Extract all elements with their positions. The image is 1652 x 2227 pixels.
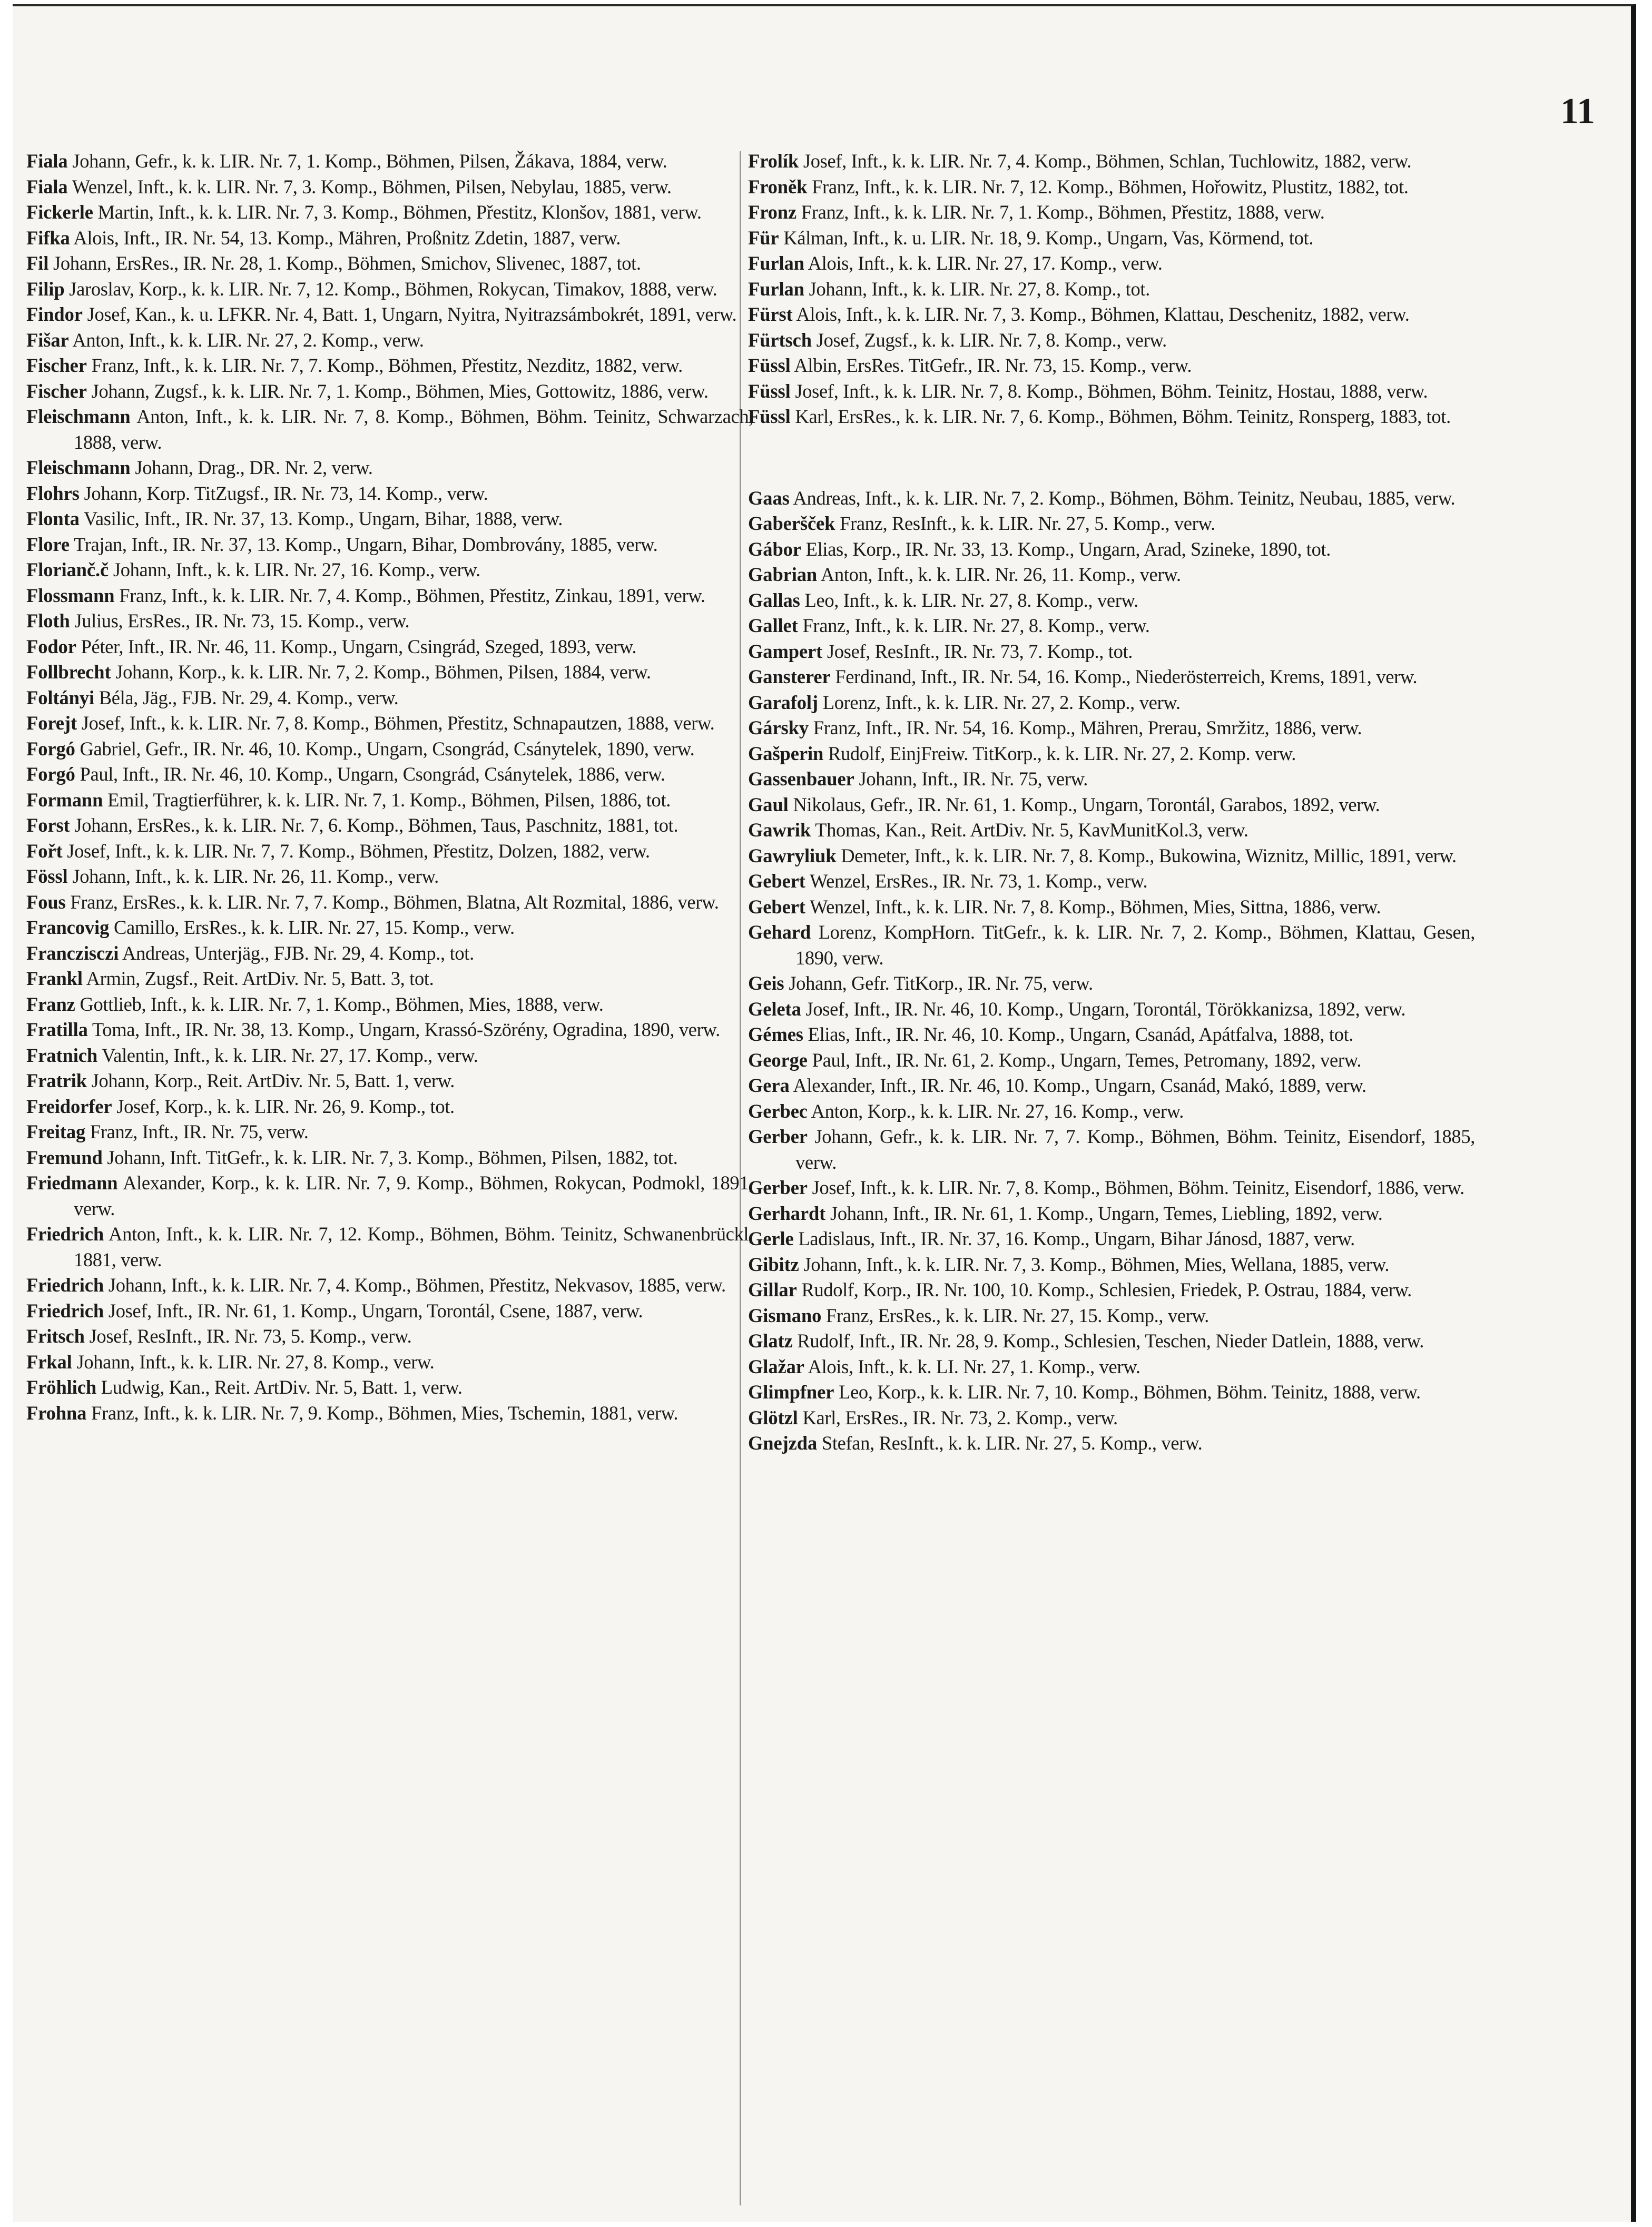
entry-surname: George — [748, 1049, 808, 1071]
register-entry — [26, 328, 753, 353]
entry-surname: Fratilla — [26, 1019, 88, 1040]
entry-surname: Floth — [26, 610, 70, 632]
entry-surname: Fremund — [26, 1146, 103, 1168]
entry-surname: Gabrian — [748, 564, 818, 585]
entry-surname: Foltányi — [26, 686, 94, 708]
entry-surname: Glimpfner — [748, 1381, 834, 1403]
entry-details: Jaroslav, Korp., k. k. LIR. Nr. 7, 12. Komp., Böhmen, Rokycan, Timakov, 1888, verw. — [64, 278, 717, 300]
entry-surname: Gassenbauer — [748, 768, 854, 790]
entry-details: Josef, Inft., k. k. LIR. Nr. 7, 7. Komp., Böhmen, Přestitz, Dolzen, 1882, verw. — [62, 840, 650, 862]
entry-surname: Forst — [26, 814, 70, 836]
entry-details: Kálman, Inft., k. u. LIR. Nr. 18, 9. Komp., Ungarn, Vas, Körmend, tot. — [779, 226, 1314, 249]
register-entry — [26, 966, 753, 992]
register-entry — [748, 404, 1475, 430]
entry-details: Alois, Inft., IR. Nr. 54, 13. Komp., Mähren, Proßnitz Zdetin, 1887, verw. — [70, 226, 621, 249]
register-entry — [748, 1175, 1475, 1201]
register-entry — [748, 741, 1475, 767]
entry-details: Johann, ErsRes., IR. Nr. 28, 1. Komp., Böhmen, Smichov, Slivenec, 1887, tot. — [48, 252, 641, 274]
entry-details: Vasilic, Inft., IR. Nr. 37, 13. Komp., Ungarn, Bihar, 1888, verw. — [79, 508, 563, 529]
entry-surname: Fössl — [26, 865, 68, 887]
entry-details: Wenzel, Inft., k. k. LIR. Nr. 7, 3. Komp., Böhmen, Pilsen, Nebylau, 1885, verw. — [67, 175, 672, 198]
register-entry — [26, 787, 753, 813]
entry-details: Franz, ErsRes., k. k. LIR. Nr. 7, 7. Komp., Böhmen, Blatna, Alt Rozmital, 1886, verw. — [65, 891, 719, 913]
register-entry — [748, 562, 1475, 588]
entry-details: Anton, Inft., k. k. LIR. Nr. 7, 12. Komp., Böhmen, Böhm. Teinitz, Schwanenbrückl, 1881, verw. — [74, 1223, 753, 1270]
entry-surname: Gerber — [748, 1126, 808, 1147]
entry-surname: Fous — [26, 891, 66, 913]
entry-surname: Francovig — [26, 917, 110, 938]
register-entry — [748, 1099, 1475, 1125]
register-entry — [748, 1303, 1475, 1329]
entry-details: Johann, Drag., DR. Nr. 2, verw. — [130, 457, 373, 478]
entry-details: Josef, Zugsf., k. k. LIR. Nr. 7, 8. Komp., verw. — [811, 329, 1167, 351]
entry-details: Josef, Inft., IR. Nr. 46, 10. Komp., Ungarn, Torontál, Törökkanizsa, 1892, verw. — [801, 998, 1406, 1020]
register-entry — [26, 1145, 753, 1171]
entry-details: Josef, ResInft., IR. Nr. 73, 5. Komp., verw. — [84, 1325, 412, 1347]
entry-surname: Fil — [26, 252, 49, 274]
entry-surname: Frohna — [26, 1402, 87, 1424]
entry-details: Franz, Inft., k. k. LIR. Nr. 7, 4. Komp., Böhmen, Přestitz, Zinkau, 1891, verw. — [114, 584, 705, 606]
entry-surname: Fischer — [26, 354, 87, 376]
entry-details: Valentin, Inft., k. k. LIR. Nr. 27, 17. Komp., verw. — [97, 1044, 478, 1066]
entry-details: Elias, Korp., IR. Nr. 33, 13. Komp., Ungarn, Arad, Szineke, 1890, tot. — [801, 538, 1331, 560]
register-entry — [748, 328, 1475, 353]
entry-details: Johann, Inft., k. k. LIR. Nr. 27, 16. Komp., verw. — [109, 559, 480, 580]
entry-details: Emil, Tragtierführer, k. k. LIR. Nr. 7, 1. Komp., Böhmen, Pilsen, 1886, tot. — [103, 789, 671, 811]
entry-surname: Gašperin — [748, 742, 824, 764]
entry-details: Rudolf, Korp., IR. Nr. 100, 10. Komp., Schlesien, Friedek, P. Ostrau, 1884, verw. — [796, 1279, 1412, 1300]
register-entry — [748, 174, 1475, 200]
entry-details: Nikolaus, Gefr., IR. Nr. 61, 1. Komp., Ungarn, Torontál, Garabos, 1892, verw. — [788, 793, 1380, 815]
entry-details: Franz, Inft., k. k. LIR. Nr. 27, 8. Komp., verw. — [798, 615, 1150, 636]
register-entry — [26, 813, 753, 839]
register-entry — [748, 715, 1475, 741]
entry-details: Alois, Inft., k. k. LIR. Nr. 27, 17. Komp., verw. — [804, 252, 1163, 274]
entry-surname: Gismano — [748, 1304, 822, 1326]
entry-surname: Flore — [26, 533, 70, 555]
entry-surname: Gerle — [748, 1228, 794, 1249]
register-entry — [26, 251, 753, 277]
entry-details: Franz, Inft., IR. Nr. 75, verw. — [85, 1121, 309, 1142]
entry-details: Julius, ErsRes., IR. Nr. 73, 15. Komp., verw. — [70, 610, 410, 632]
left-column — [26, 149, 753, 1426]
register-entry — [748, 277, 1475, 302]
register-entry — [26, 915, 753, 941]
entry-surname: Franczisczi — [26, 942, 119, 964]
register-entry — [748, 379, 1475, 405]
entry-details: Josef, Inft., k. k. LIR. Nr. 7, 8. Komp., Böhmen, Přestitz, Schnapautzen, 1888, verw. — [77, 712, 715, 734]
entry-surname: Freidorfer — [26, 1095, 112, 1117]
entry-surname: Franz — [26, 993, 75, 1015]
entry-surname: Gársky — [748, 717, 809, 738]
register-entry — [26, 864, 753, 890]
entry-details: Anton, Korp., k. k. LIR. Nr. 27, 16. Komp., verw. — [807, 1100, 1184, 1122]
entry-surname: Gallet — [748, 615, 798, 636]
register-entry — [26, 225, 753, 251]
entry-surname: Fiala — [26, 175, 68, 198]
register-entry — [748, 792, 1475, 818]
register-entry — [26, 1094, 753, 1120]
entry-surname: Gaul — [748, 793, 789, 815]
register-entry — [748, 664, 1475, 690]
entry-details: Alexander, Korp., k. k. LIR. Nr. 7, 9. Komp., Böhmen, Rokycan, Podmokl, 1891, verw. — [74, 1172, 753, 1219]
entry-details: Johann, Inft., k. k. LIR. Nr. 27, 8. Komp., tot. — [804, 278, 1150, 300]
entry-surname: Forgó — [26, 737, 75, 760]
entry-surname: Für — [748, 226, 779, 249]
register-entry — [748, 486, 1475, 511]
entry-details: Trajan, Inft., IR. Nr. 37, 13. Komp., Ungarn, Bihar, Dombrovány, 1885, verw. — [69, 533, 658, 555]
entry-surname: Gerber — [748, 1177, 808, 1198]
register-entry — [26, 1170, 753, 1221]
entry-details: Ferdinand, Inft., IR. Nr. 54, 16. Komp., Niederösterreich, Krems, 1891, verw. — [830, 666, 1418, 687]
entry-surname: Füssl — [748, 406, 791, 427]
entry-details: Alexander, Inft., IR. Nr. 46, 10. Komp., Ungarn, Csanád, Makó, 1889, verw. — [789, 1075, 1366, 1096]
register-entry — [748, 894, 1475, 920]
entry-details: Toma, Inft., IR. Nr. 38, 13. Komp., Ungarn, Krassó-Szörény, Ogradina, 1890, verw. — [87, 1019, 720, 1040]
entry-details: Franz, Inft., k. k. LIR. Nr. 7, 9. Komp., Böhmen, Mies, Tschemin, 1881, verw. — [86, 1402, 678, 1424]
entry-details: Andreas, Unterjäg., FJB. Nr. 29, 4. Komp., tot. — [119, 942, 474, 964]
register-entry — [26, 557, 753, 583]
register-entry — [748, 1201, 1475, 1227]
entry-surname: Fleischmann — [26, 457, 131, 478]
entry-details: Rudolf, Inft., IR. Nr. 28, 9. Komp., Schlesien, Teschen, Nieder Datlein, 1888, verw. — [792, 1330, 1424, 1352]
entry-details: Johann, Inft. TitGefr., k. k. LIR. Nr. 7, 3. Komp., Böhmen, Pilsen, 1882, tot. — [102, 1146, 678, 1168]
entry-surname: Glažar — [748, 1355, 804, 1377]
entry-surname: Gebert — [748, 895, 805, 918]
register-entry — [748, 588, 1475, 614]
entry-details: Gottlieb, Inft., k. k. LIR. Nr. 7, 1. Komp., Böhmen, Mies, 1888, verw. — [75, 993, 604, 1015]
register-entry — [748, 766, 1475, 792]
entry-details: Johann, Gefr. TitKorp., IR. Nr. 75, verw. — [784, 972, 1093, 994]
entry-surname: Flonta — [26, 508, 80, 529]
entry-details: Anton, Inft., k. k. LIR. Nr. 26, 11. Komp., verw. — [817, 564, 1181, 585]
entry-details: Franz, Inft., k. k. LIR. Nr. 7, 12. Komp., Böhmen, Hořowitz, Plustitz, 1882, tot. — [807, 175, 1409, 198]
entry-surname: Gehard — [748, 921, 811, 943]
register-entry — [26, 532, 753, 558]
entry-surname: Fořt — [26, 840, 63, 862]
register-entry — [26, 1324, 753, 1349]
entry-surname: Forgó — [26, 763, 75, 785]
entry-surname: Fišar — [26, 329, 69, 351]
register-entry — [26, 736, 753, 762]
entry-surname: Gawryliuk — [748, 844, 837, 866]
entry-details: Camillo, ErsRes., k. k. LIR. Nr. 27, 15. Komp., verw. — [109, 917, 515, 938]
register-entry — [748, 149, 1475, 174]
page-number: 11 — [1560, 91, 1595, 132]
entry-surname: Froněk — [748, 175, 808, 198]
entry-surname: Frkal — [26, 1351, 72, 1373]
register-entry — [26, 200, 753, 225]
register-entry — [26, 890, 753, 915]
entry-details: Franz, Inft., k. k. LIR. Nr. 7, 7. Komp., Böhmen, Přestitz, Nezditz, 1882, verw. — [86, 354, 683, 376]
entry-details: Johann, Korp. TitZugsf., IR. Nr. 73, 14. Komp., verw. — [79, 482, 488, 504]
register-entry — [748, 920, 1475, 971]
entry-details: Karl, ErsRes., k. k. LIR. Nr. 7, 6. Komp., Böhmen, Böhm. Teinitz, Ronsperg, 1883, tot. — [790, 406, 1451, 427]
entry-surname: Friedrich — [26, 1223, 104, 1245]
register-entry — [748, 613, 1475, 639]
entry-surname: Florianč.č — [26, 559, 109, 580]
register-entry — [748, 1124, 1475, 1175]
register-entry — [748, 997, 1475, 1022]
entry-details: Josef, Inft., k. k. LIR. Nr. 7, 8. Komp., Böhmen, Böhm. Teinitz, Hostau, 1888, verw. — [790, 380, 1428, 402]
entry-details: Johann, Korp., k. k. LIR. Nr. 7, 2. Komp., Böhmen, Pilsen, 1884, verw. — [111, 661, 651, 683]
entry-details: Josef, Inft., k. k. LIR. Nr. 7, 4. Komp., Böhmen, Schlan, Tuchlowitz, 1882, verw. — [799, 150, 1412, 172]
entry-details: Armin, Zugsf., Reit. ArtDiv. Nr. 5, Batt. 3, tot. — [82, 968, 434, 989]
entry-surname: Gibitz — [748, 1253, 799, 1275]
entry-surname: Gnejzda — [748, 1432, 818, 1454]
register-entry — [748, 1405, 1475, 1431]
entry-surname: Glötzl — [748, 1406, 798, 1428]
register-entry — [26, 1349, 753, 1375]
entry-surname: Formann — [26, 789, 103, 811]
entry-details: Andreas, Inft., k. k. LIR. Nr. 7, 2. Komp., Böhmen, Böhm. Teinitz, Neubau, 1885, verw. — [789, 487, 1456, 509]
entry-details: Wenzel, ErsRes., IR. Nr. 73, 1. Komp., verw. — [805, 870, 1148, 892]
entry-surname: Frankl — [26, 968, 83, 989]
entry-details: Johann, Zugsf., k. k. LIR. Nr. 7, 1. Komp., Böhmen, Mies, Gottowitz, 1886, verw. — [86, 380, 709, 402]
register-entry — [26, 1017, 753, 1043]
register-entry — [26, 608, 753, 634]
register-entry — [26, 583, 753, 609]
entry-details: Alois, Inft., k. k. LIR. Nr. 7, 3. Komp., Böhmen, Klattau, Deschenitz, 1882, verw. — [792, 303, 1410, 325]
entry-details: Johann, Gefr., k. k. LIR. Nr. 7, 7. Komp., Böhmen, Böhm. Teinitz, Eisendorf, 1885, verw. — [795, 1126, 1475, 1173]
entry-details: Lorenz, Inft., k. k. LIR. Nr. 27, 2. Komp., verw. — [818, 691, 1181, 713]
entry-details: Josef, Kan., k. u. LFKR. Nr. 4, Batt. 1, Ungarn, Nyitra, Nyitrazsámbokrét, 1891, verw. — [82, 303, 737, 325]
register-entry — [26, 1068, 753, 1094]
entry-surname: Flohrs — [26, 482, 80, 504]
register-entry — [26, 1273, 753, 1298]
entry-details: Franz, Inft., k. k. LIR. Nr. 7, 1. Komp., Böhmen, Přestitz, 1888, verw. — [796, 201, 1325, 223]
entry-surname: Frolík — [748, 150, 799, 172]
register-entry — [26, 941, 753, 967]
register-entry — [26, 1298, 753, 1324]
register-entry — [26, 685, 753, 711]
entry-surname: Fronz — [748, 201, 797, 223]
entry-details: Paul, Inft., IR. Nr. 46, 10. Komp., Ungarn, Csongrád, Csánytelek, 1886, verw. — [75, 763, 665, 785]
entry-details: Anton, Inft., k. k. LIR. Nr. 27, 2. Komp., verw. — [68, 329, 424, 351]
register-entry — [26, 1119, 753, 1145]
entry-details: Paul, Inft., IR. Nr. 61, 2. Komp., Ungarn, Temes, Petromany, 1892, verw. — [807, 1049, 1362, 1071]
entry-surname: Fratrik — [26, 1070, 87, 1091]
entry-surname: Gémes — [748, 1023, 803, 1045]
right-column — [748, 149, 1475, 1456]
entry-surname: Freitag — [26, 1121, 86, 1142]
register-entry — [748, 1328, 1475, 1354]
entry-details: Leo, Korp., k. k. LIR. Nr. 7, 10. Komp., Böhmen, Böhm. Teinitz, 1888, verw. — [834, 1381, 1421, 1403]
entry-details: Karl, ErsRes., IR. Nr. 73, 2. Komp., verw. — [798, 1406, 1118, 1428]
register-entry — [26, 762, 753, 787]
register-entry — [748, 1226, 1475, 1252]
register-entry — [26, 1375, 753, 1401]
entry-surname: Gansterer — [748, 666, 831, 687]
entry-surname: Fiala — [26, 150, 68, 172]
entry-details: Elias, Inft., IR. Nr. 46, 10. Komp., Ungarn, Csanád, Apátfalva, 1888, tot. — [803, 1023, 1354, 1045]
entry-details: Demeter, Inft., k. k. LIR. Nr. 7, 8. Komp., Bukowina, Wiznitz, Millic, 1891, verw. — [836, 844, 1457, 866]
entry-details: Ludwig, Kan., Reit. ArtDiv. Nr. 5, Batt. 1, verw. — [96, 1376, 463, 1398]
entry-surname: Friedrich — [26, 1299, 104, 1322]
register-entry — [26, 634, 753, 660]
register-entry — [26, 149, 753, 174]
entry-details: Albin, ErsRes. TitGefr., IR. Nr. 73, 15. Komp., verw. — [790, 354, 1192, 376]
register-entry — [26, 404, 753, 455]
register-entry — [748, 1277, 1475, 1303]
entry-details: Franz, ResInft., k. k. LIR. Nr. 27, 5. Komp., verw. — [835, 513, 1215, 534]
entry-surname: Füssl — [748, 380, 791, 402]
entry-surname: Füssl — [748, 354, 791, 376]
entry-surname: Gerhardt — [748, 1202, 826, 1224]
register-entry — [26, 302, 753, 328]
entry-surname: Gillar — [748, 1279, 797, 1300]
entry-details: Johann, Inft., k. k. LIR. Nr. 27, 8. Komp., verw. — [72, 1351, 435, 1373]
entry-surname: Gera — [748, 1075, 790, 1096]
register-entry — [748, 1354, 1475, 1380]
entry-surname: Furlan — [748, 252, 804, 274]
entry-surname: Gábor — [748, 538, 801, 560]
entry-surname: Gampert — [748, 640, 823, 662]
register-entry — [26, 277, 753, 302]
entry-surname: Fritsch — [26, 1325, 85, 1347]
register-entry — [748, 251, 1475, 277]
entry-details: Josef, Inft., IR. Nr. 61, 1. Komp., Ungarn, Torontál, Csene, 1887, verw. — [104, 1299, 643, 1322]
register-entry — [748, 1073, 1475, 1099]
entry-surname: Gallas — [748, 589, 800, 611]
entry-details: Josef, Inft., k. k. LIR. Nr. 7, 8. Komp., Böhmen, Böhm. Teinitz, Eisendorf, 1886, verw. — [807, 1177, 1464, 1198]
register-entry — [26, 1043, 753, 1069]
entry-details: Johann, ErsRes., k. k. LIR. Nr. 7, 6. Komp., Böhmen, Taus, Paschnitz, 1881, tot. — [70, 814, 678, 836]
entry-surname: Flossmann — [26, 584, 115, 606]
register-entry — [748, 1048, 1475, 1073]
register-entry — [748, 971, 1475, 997]
entry-details: Anton, Inft., k. k. LIR. Nr. 7, 8. Komp., Böhmen, Böhm. Teinitz, Schwarzach, 1888, verw. — [74, 406, 753, 453]
register-entry — [26, 1401, 753, 1426]
register-entry — [748, 843, 1475, 869]
entry-details: Johann, Inft., k. k. LIR. Nr. 7, 4. Komp., Böhmen, Přestitz, Nekvasov, 1885, verw. — [104, 1274, 726, 1296]
entry-details: Johann, Inft., k. k. LIR. Nr. 7, 3. Komp., Böhmen, Mies, Wellana, 1885, verw. — [799, 1253, 1390, 1275]
entry-details: Béla, Jäg., FJB. Nr. 29, 4. Komp., verw. — [94, 686, 399, 708]
entry-surname: Geleta — [748, 998, 801, 1020]
register-entry — [26, 353, 753, 379]
entry-surname: Fratnich — [26, 1044, 98, 1066]
entry-surname: Filip — [26, 278, 65, 300]
register-entry — [748, 200, 1475, 225]
entry-surname: Gaberšček — [748, 513, 835, 534]
entry-details: Stefan, ResInft., k. k. LIR. Nr. 27, 5. Komp., verw. — [817, 1432, 1203, 1454]
document-page — [13, 4, 1636, 2222]
register-entry — [26, 481, 753, 507]
entry-surname: Fischer — [26, 380, 87, 402]
register-entry — [748, 1431, 1475, 1456]
entry-details: Josef, Korp., k. k. LIR. Nr. 26, 9. Komp., tot. — [112, 1095, 455, 1117]
entry-details: Johann, Inft., k. k. LIR. Nr. 26, 11. Komp., verw. — [67, 865, 439, 887]
entry-surname: Follbrecht — [26, 661, 111, 683]
entry-details: Alois, Inft., k. k. LI. Nr. 27, 1. Komp., verw. — [804, 1355, 1140, 1377]
entry-surname: Garafolj — [748, 691, 818, 713]
register-entry — [26, 1221, 753, 1273]
entry-surname: Gaas — [748, 487, 790, 509]
register-entry — [26, 992, 753, 1018]
entry-details: Rudolf, EinjFreiw. TitKorp., k. k. LIR. Nr. 27, 2. Komp. verw. — [823, 742, 1296, 764]
entry-surname: Gerbec — [748, 1100, 808, 1122]
entry-surname: Glatz — [748, 1330, 793, 1352]
entry-surname: Fürtsch — [748, 329, 812, 351]
entry-details: Péter, Inft., IR. Nr. 46, 11. Komp., Ungarn, Csingrád, Szeged, 1893, verw. — [76, 635, 637, 657]
register-entry — [748, 817, 1475, 843]
entry-details: Johann, Korp., Reit. ArtDiv. Nr. 5, Batt. 1, verw. — [86, 1070, 455, 1091]
entry-surname: Fickerle — [26, 201, 93, 223]
entry-details: Franz, Inft., IR. Nr. 54, 16. Komp., Mähren, Prerau, Smržitz, 1886, verw. — [809, 717, 1362, 738]
register-entry — [26, 379, 753, 405]
entry-surname: Friedmann — [26, 1172, 118, 1194]
register-entry — [748, 1022, 1475, 1048]
entry-surname: Gebert — [748, 870, 805, 892]
entry-surname: Fürst — [748, 303, 793, 325]
entry-details: Wenzel, Inft., k. k. LIR. Nr. 7, 8. Komp., Böhmen, Mies, Sittna, 1886, verw. — [805, 895, 1381, 918]
entry-surname: Fröhlich — [26, 1376, 97, 1398]
register-entry — [748, 511, 1475, 537]
register-entry — [26, 455, 753, 481]
entry-surname: Fodor — [26, 635, 76, 657]
register-entry — [26, 174, 753, 200]
register-entry — [748, 537, 1475, 563]
entry-details: Josef, ResInft., IR. Nr. 73, 7. Komp., tot. — [822, 640, 1133, 662]
register-entry — [748, 869, 1475, 894]
entry-details: Johann, Inft., IR. Nr. 61, 1. Komp., Ungarn, Temes, Liebling, 1892, verw. — [825, 1202, 1383, 1224]
register-entry — [26, 659, 753, 685]
entry-details: Johann, Gefr., k. k. LIR. Nr. 7, 1. Komp., Böhmen, Pilsen, Žákava, 1884, verw. — [67, 150, 667, 172]
entry-details: Thomas, Kan., Reit. ArtDiv. Nr. 5, KavMunitKol.3, verw. — [811, 819, 1248, 841]
register-entry — [748, 690, 1475, 716]
entry-details: Martin, Inft., k. k. LIR. Nr. 7, 3. Komp., Böhmen, Přestitz, Klonšov, 1881, verw. — [93, 201, 702, 223]
register-entry — [26, 506, 753, 532]
entry-details: Lorenz, KompHorn. TitGefr., k. k. LIR. Nr. 7, 2. Komp., Böhmen, Klattau, Gesen, 1890, verw. — [795, 921, 1475, 969]
entry-surname: Fleischmann — [26, 406, 131, 427]
entry-surname: Geis — [748, 972, 784, 994]
register-entry — [748, 639, 1475, 665]
register-entry — [748, 1252, 1475, 1278]
entry-details: Gabriel, Gefr., IR. Nr. 46, 10. Komp., Ungarn, Csongrád, Csánytelek, 1890, verw. — [75, 737, 695, 760]
entry-details: Franz, ErsRes., k. k. LIR. Nr. 27, 15. Komp., verw. — [821, 1304, 1209, 1326]
register-entry — [748, 302, 1475, 328]
register-entry — [748, 225, 1475, 251]
register-entry — [748, 1379, 1475, 1405]
entry-surname: Fifka — [26, 226, 70, 249]
entry-surname: Friedrich — [26, 1274, 104, 1296]
register-entry — [748, 353, 1475, 379]
entry-details: Johann, Inft., IR. Nr. 75, verw. — [854, 768, 1088, 790]
entry-details: Leo, Inft., k. k. LIR. Nr. 27, 8. Komp., verw. — [800, 589, 1138, 611]
entry-surname: Gawrik — [748, 819, 811, 841]
entry-surname: Findor — [26, 303, 83, 325]
entry-details: Ladislaus, Inft., IR. Nr. 37, 16. Komp., Ungarn, Bihar Jánosd, 1887, verw. — [793, 1228, 1355, 1249]
register-entry — [26, 839, 753, 864]
register-entry — [26, 711, 753, 736]
entry-surname: Forejt — [26, 712, 77, 734]
entry-surname: Furlan — [748, 278, 804, 300]
